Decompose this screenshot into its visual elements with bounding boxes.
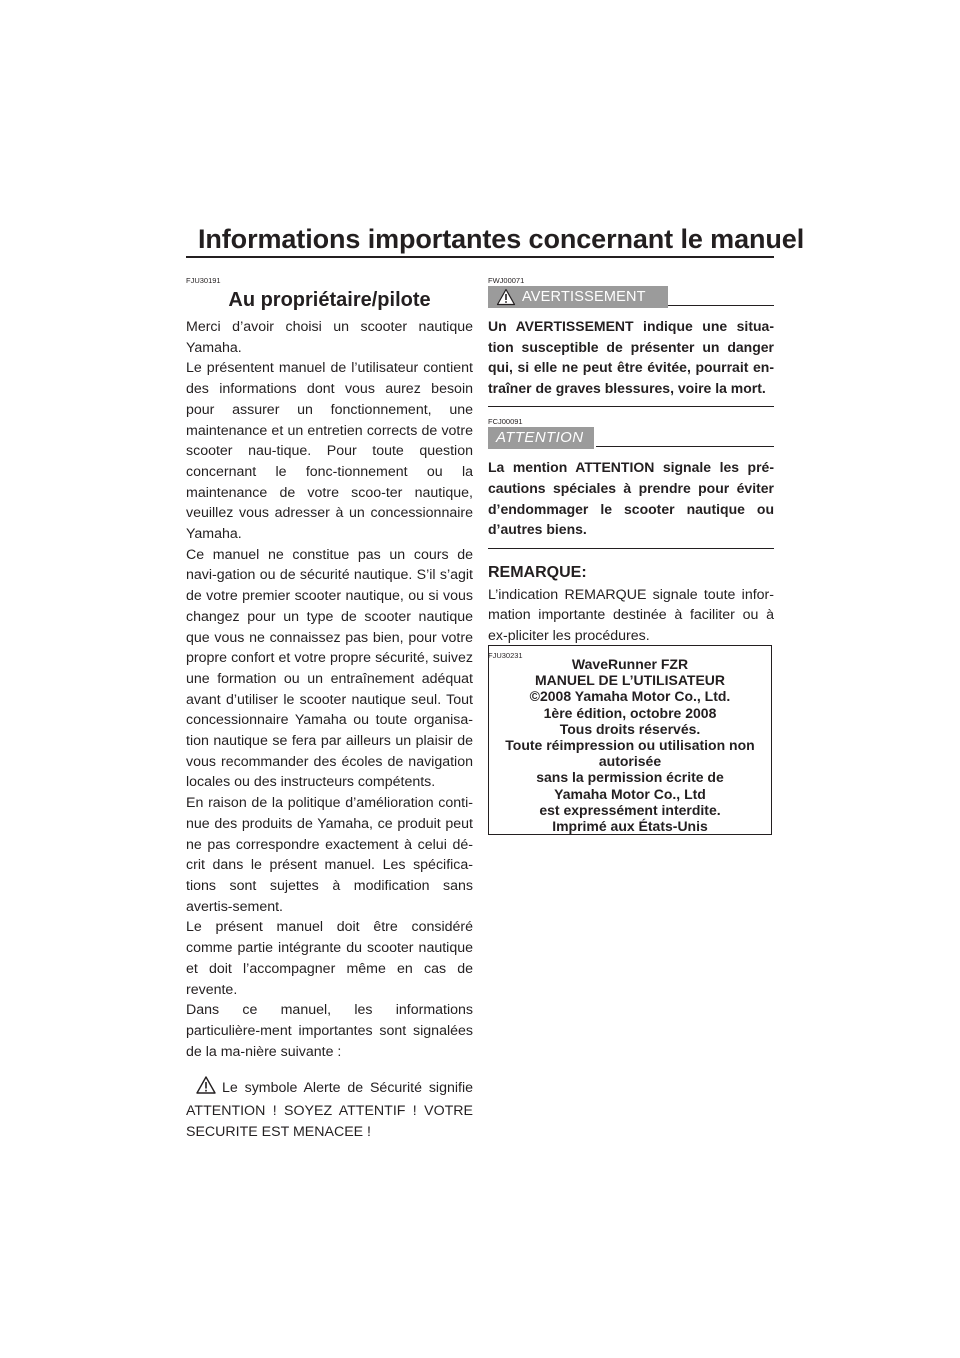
- page-title: Informations importantes concernant le manuel: [198, 224, 805, 254]
- caution-end-rule: [488, 548, 774, 549]
- warning-code: FWJ00071: [488, 276, 525, 285]
- warning-header: [488, 286, 774, 310]
- right-column: [488, 276, 774, 661]
- warning-badge: [488, 286, 668, 308]
- warning-end-rule: [488, 406, 774, 407]
- end-code: FJU30231: [488, 650, 523, 660]
- section-heading: Au propriétaire/pilote: [228, 289, 431, 311]
- imprint-line: est expressément interdite.: [539, 801, 721, 818]
- warning-badge-icon: [496, 288, 516, 306]
- paragraph-3: Ce manuel ne constitue pas un cours de navi-gation ou de sécurité nautique. S’il s’agit de votre premier scooter nautique, ou si vous changez pour un type de scooter nautique que vous ne connaissez pas bien, pour votre propre confort et votre propre sécurité, suivez une formation ou un entraînement adéquat avant d’utiliser le scooter nautique seul. Tout concessionnaire Yamaha ou toute organisa-tion nautique se fera par ailleurs un plaisir de vous recommander des écoles de navigation locales ou des instructeurs compétents.: [186, 546, 473, 791]
- caution-header-rule: [596, 446, 774, 447]
- paragraph-6: Dans ce manuel, les informations particulière-ment importantes sont signalées de la ma-nière suivante :: [186, 1002, 473, 1060]
- caution-code: FCJ00091: [488, 417, 523, 427]
- warning-header-rule: [668, 305, 774, 306]
- imprint-line: MANUEL DE L’UTILISATEUR: [534, 672, 726, 689]
- imprint-line: Yamaha Motor Co., Ltd: [554, 785, 706, 802]
- warning-text: Un AVERTISSEMENT indique une situa-tion susceptible de présenter un danger qui, si elle ne peut être évitée, pourrait en-traîner de graves blessures, voire la mort.: [488, 318, 774, 396]
- paragraph-5: Le présent manuel doit être considéré comme partie intégrante du scooter nautique et doit l’accompagner même en cas de revente.: [186, 919, 473, 998]
- imprint-line: WaveRunner FZR: [571, 656, 689, 672]
- remark-title: REMARQUE:: [488, 563, 587, 581]
- section-code: FJU30191: [186, 276, 221, 285]
- imprint-lines: [489, 656, 771, 834]
- imprint-line: Toute réimpression ou utilisation non: [505, 737, 755, 754]
- imprint-line: Imprimé aux États-Unis: [552, 818, 708, 835]
- caution-badge: ATTENTION: [488, 427, 594, 449]
- left-column: [186, 276, 473, 1142]
- imprint-line: sans la permission écrite de: [536, 769, 724, 786]
- caution-text: La mention ATTENTION signale les pré-cautions spéciales à prendre pour éviter d’endommager le scooter nautique ou d’autres biens.: [488, 459, 774, 538]
- caution-header: [488, 427, 774, 451]
- safety-symbol-note: [186, 1076, 473, 1142]
- imprint-line: ©2008 Yamaha Motor Co., Ltd.: [529, 688, 731, 705]
- paragraph-2: Le présentent manuel de l’utilisateur contient des informations dont vous aurez besoin pour assurer un fonctionnement, une maintenance et un entretien corrects de votre scooter nau-tique. Pour toute question concernant le fonc-tionnement ou la maintenance de votre scoo-ter nautique, veuillez vous adresser à un concessionnaire Yamaha.: [186, 360, 473, 543]
- paragraph-4: En raison de la politique d’amélioration conti-nue des produits de Yamaha, ce produit peut ne pas correspondre exactement à celui dé-crit dans le présent manuel. Les spécifica-tions sont sujettes à modification sans avertis-sement.: [186, 795, 473, 915]
- warning-triangle-icon: [196, 1076, 216, 1101]
- imprint-line: autorisée: [598, 753, 662, 770]
- warning-label: AVERTISSEMENT: [522, 289, 646, 305]
- imprint-line: Tous droits réservés.: [559, 720, 701, 737]
- imprint-line: 1ère édition, octobre 2008: [543, 704, 717, 721]
- paragraph-1: Merci d’avoir choisi un scooter nautique Yamaha.: [186, 319, 473, 356]
- title-rule: [186, 256, 774, 258]
- remark-text: L’indication REMARQUE signale toute infor-mation importante destinée à faciliter ou à ex-pliciter les procédures.: [488, 586, 774, 645]
- imprint-box: [488, 645, 772, 835]
- safety-text: Le symbole Alerte de Sécurité signifie ATTENTION ! SOYEZ ATTENTIF ! VOTRE SECURITE EST MENACEE !: [186, 1080, 473, 1140]
